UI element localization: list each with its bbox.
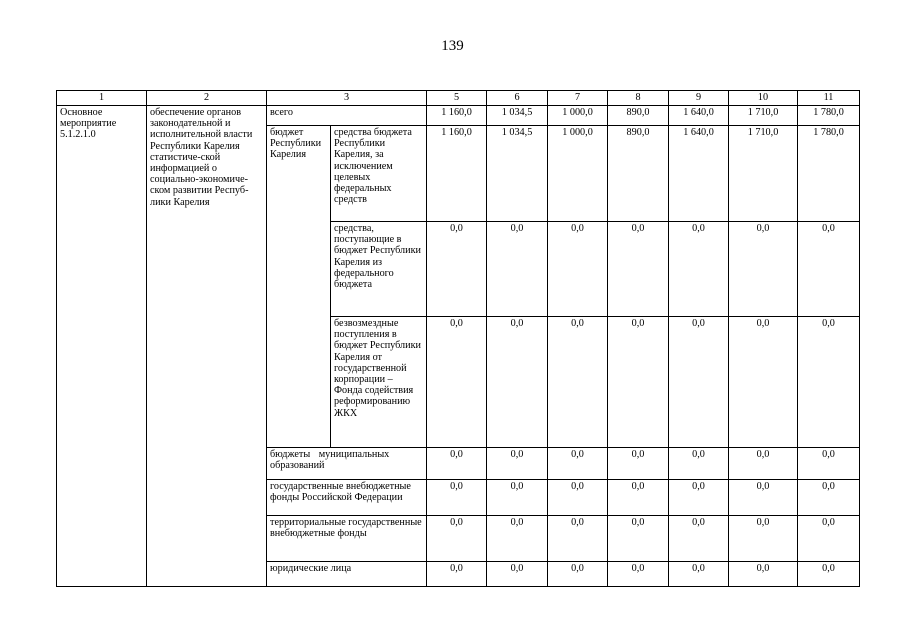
value-cell: 0,0: [798, 317, 860, 448]
header-row: [57, 91, 860, 106]
value-cell: 0,0: [669, 317, 729, 448]
row-label: территориальные государственные внебюджетные фонды: [267, 516, 427, 562]
value-cell: 0,0: [427, 222, 487, 317]
value-cell: 0,0: [487, 516, 548, 562]
value-cell: 0,0: [798, 448, 860, 480]
value-cell: 0,0: [427, 448, 487, 480]
header-cell: 1: [57, 91, 147, 106]
value-cell: 1 640,0: [669, 126, 729, 222]
value-cell: 890,0: [608, 126, 669, 222]
value-cell: 0,0: [548, 222, 608, 317]
value-cell: 0,0: [608, 480, 669, 516]
value-cell: 0,0: [548, 448, 608, 480]
value-cell: 1 160,0: [427, 106, 487, 126]
value-cell: 1 000,0: [548, 126, 608, 222]
sub-row-label: безвозмездные поступления в бюджет Республики Карелия от государственной корпорации – Фонда содействия реформированию ЖКХ: [331, 317, 427, 448]
value-cell: 0,0: [669, 480, 729, 516]
value-cell: 0,0: [427, 562, 487, 587]
value-cell: 0,0: [608, 516, 669, 562]
value-cell: 0,0: [729, 317, 798, 448]
value-cell: 0,0: [798, 516, 860, 562]
value-cell: 890,0: [608, 106, 669, 126]
value-cell: 1 710,0: [729, 106, 798, 126]
header-cell: 11: [798, 91, 860, 106]
value-cell: 1 780,0: [798, 126, 860, 222]
value-cell: 0,0: [487, 222, 548, 317]
value-cell: 0,0: [798, 480, 860, 516]
header-cell: 10: [729, 91, 798, 106]
value-cell: 0,0: [669, 516, 729, 562]
value-cell: 0,0: [487, 448, 548, 480]
row-label: бюджеты муниципальных образований: [267, 448, 427, 480]
value-cell: 0,0: [487, 317, 548, 448]
value-cell: 0,0: [608, 562, 669, 587]
value-cell: 0,0: [608, 448, 669, 480]
value-cell: 0,0: [427, 480, 487, 516]
header-cell: 7: [548, 91, 608, 106]
header-cell: 3: [267, 91, 427, 106]
value-cell: 0,0: [548, 562, 608, 587]
value-cell: 0,0: [729, 222, 798, 317]
value-cell: 0,0: [487, 480, 548, 516]
value-cell: 0,0: [669, 448, 729, 480]
value-cell: 0,0: [729, 516, 798, 562]
value-cell: 0,0: [548, 317, 608, 448]
value-cell: 0,0: [548, 516, 608, 562]
header-cell: 9: [669, 91, 729, 106]
value-cell: 0,0: [427, 317, 487, 448]
row-label: государственные внебюджетные фонды Российской Федерации: [267, 480, 427, 516]
value-cell: 0,0: [548, 480, 608, 516]
sub-row-label: средства, поступающие в бюджет Республики Карелия из федерального бюджета: [331, 222, 427, 317]
activity-description: обеспечение органов законодательной и исполнительной власти Республики Карелия статистиче-ской информацией о социально-экономиче-ском развитии Респуб-лики Карелия: [147, 106, 267, 587]
value-cell: 0,0: [669, 222, 729, 317]
value-cell: 1 160,0: [427, 126, 487, 222]
value-cell: 0,0: [729, 480, 798, 516]
value-cell: 1 034,5: [487, 106, 548, 126]
value-cell: 0,0: [729, 562, 798, 587]
row-label-republic-budget: бюджет Республики Карелия: [267, 126, 331, 448]
value-cell: 0,0: [608, 317, 669, 448]
value-cell: 1 000,0: [548, 106, 608, 126]
value-cell: 0,0: [798, 222, 860, 317]
header-cell: 5: [427, 91, 487, 106]
value-cell: 0,0: [798, 562, 860, 587]
header-cell: 2: [147, 91, 267, 106]
value-cell: 1 640,0: [669, 106, 729, 126]
value-cell: 0,0: [487, 562, 548, 587]
header-cell: 8: [608, 91, 669, 106]
value-cell: 0,0: [427, 516, 487, 562]
value-cell: 0,0: [729, 448, 798, 480]
row-label: юридические лица: [267, 562, 427, 587]
sub-row-label: средства бюджета Республики Карелия, за исключением целевых федеральных средств: [331, 126, 427, 222]
value-cell: 0,0: [608, 222, 669, 317]
page-number: 139: [441, 38, 464, 54]
row-label: всего: [267, 106, 427, 126]
value-cell: 0,0: [669, 562, 729, 587]
value-cell: 1 780,0: [798, 106, 860, 126]
header-cell: 6: [487, 91, 548, 106]
value-cell: 1 710,0: [729, 126, 798, 222]
budget-table: [56, 90, 860, 587]
activity-name: Основное мероприятие 5.1.2.1.0: [57, 106, 147, 587]
value-cell: 1 034,5: [487, 126, 548, 222]
table-row-total: [57, 106, 860, 126]
